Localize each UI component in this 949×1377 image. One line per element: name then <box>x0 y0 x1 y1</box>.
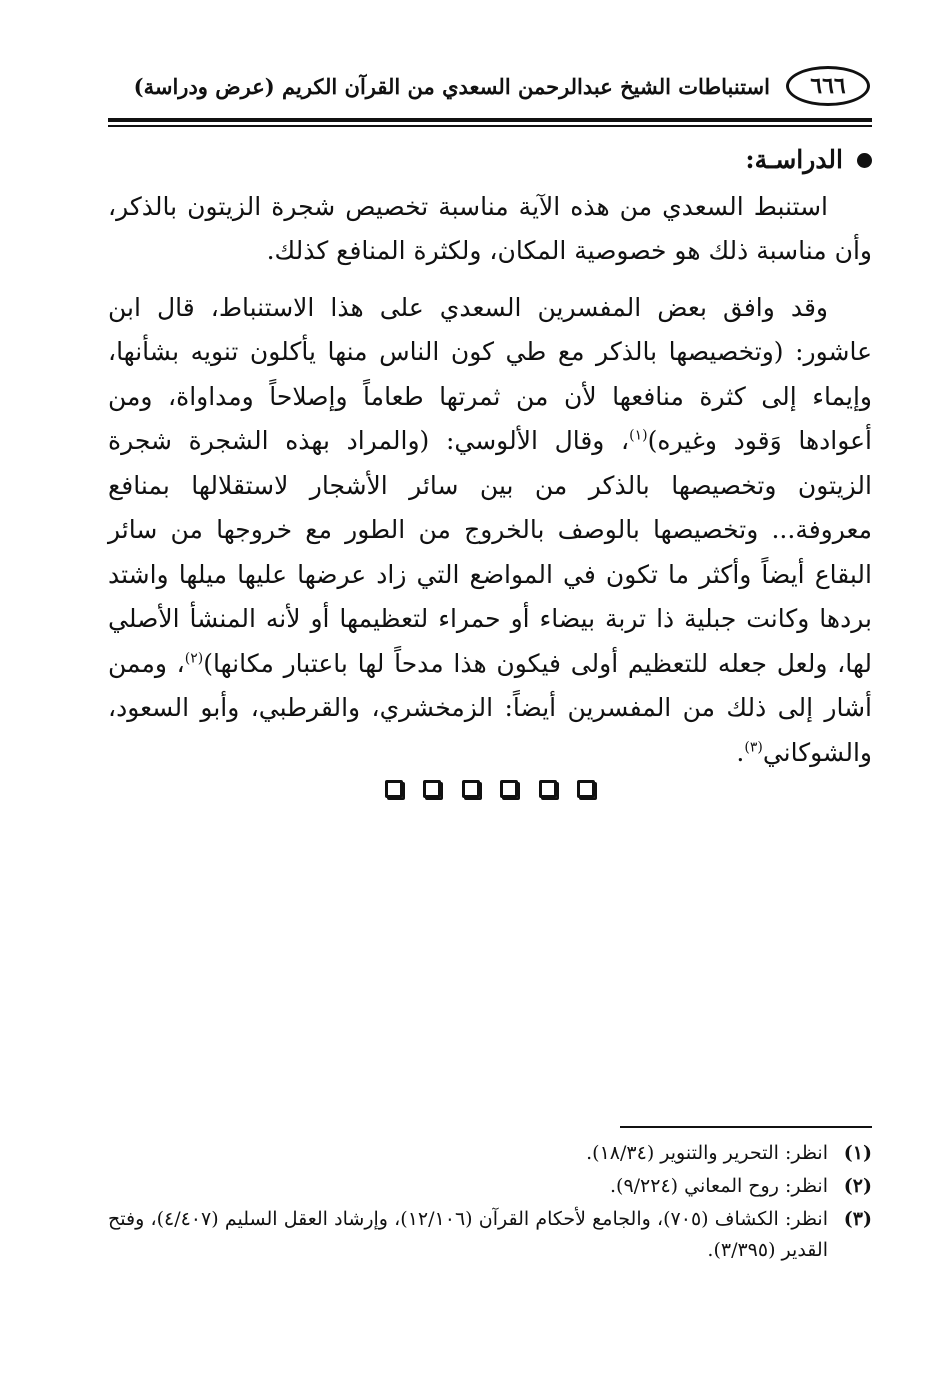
paragraph-2-part-1: وقد وافق بعض المفسرين السعدي على هذا الاستنباط، قال ابن عاشور: (وتخصيصها بالذكر مع طي كون الناس منها يأكلون تنويه بشأنها، وإيماء إلى كثرة منافعها لأن من ثمرتها طعاماً وإصلاحاً ومداواة، ومن أعوادها وَقود وغيره) <box>108 292 872 455</box>
footnote-ref-2[interactable]: (٢) <box>184 650 204 667</box>
footnote-mark: (٢) <box>843 1175 872 1197</box>
footnote-3 <box>108 1204 872 1266</box>
section-separator <box>385 780 595 804</box>
footnote-text: انظر: الكشاف (٧٠٥)، والجامع لأحكام القرآن (١٢/١٠٦)، وإرشاد العقل السليم (٤/٤٠٧)، وفتح القدير (٣/٣٩٥). <box>108 1208 828 1261</box>
separator-square-icon <box>423 780 441 798</box>
bullet-icon <box>857 153 872 168</box>
footnote-rule <box>620 1126 872 1128</box>
section-heading-text: الدراسـة: <box>745 145 843 174</box>
footnote-mark: (١) <box>843 1142 872 1164</box>
header-rule-thick <box>108 118 872 122</box>
footnote-mark: (٣) <box>843 1208 872 1230</box>
footnote-ref-1[interactable]: (١) <box>629 427 648 444</box>
paragraph-2 <box>108 286 872 776</box>
footnote-2 <box>108 1171 872 1202</box>
separator-square-icon <box>500 780 518 798</box>
separator-square-icon <box>385 780 403 798</box>
main-content <box>108 138 872 775</box>
paragraph-2-part-2: ، وقال الألوسي: (والمراد بهذه الشجرة شجرة الزيتون وتخصيصها بالذكر من بين سائر الأشجار لاستقلالها بمنافع معروفة... وتخصيصها بالوصف بالخروج من الطور مع خروجها من سائر البقاع أيضاً وأكثر ما تكون في المواضع التي زاد عرضها عليها ميلها واشتد بردها وكانت جبلية ذا تربة بيضاء أو حمراء لتعظيمها أو لأنه المنشأ الأصلي لها، ولعل جعله للتعظيم أولى فيكون هذا مدحاً لها باعتبار مكانها) <box>108 426 872 678</box>
paragraph-2-part-3: ، وممن أشار إلى ذلك من المفسرين أيضاً: الزمخشري، والقرطبي، وأبو السعود، والشوكاني <box>108 648 872 767</box>
footnote-text: انظر: التحرير والتنوير (١٨/٣٤). <box>586 1142 828 1164</box>
paragraph-1: استنبط السعدي من هذه الآية مناسبة تخصيص شجرة الزيتون بالذكر، وأن مناسبة ذلك هو خصوصية المكان، ولكثرة المنافع كذلك. <box>108 191 872 265</box>
running-title: استنباطات الشيخ عبدالرحمن السعدي من القرآن الكريم (عرض ودراسة) <box>133 74 770 99</box>
footnote-ref-3[interactable]: (٣) <box>744 739 763 756</box>
header-rule-thin <box>108 125 872 127</box>
footnote-text: انظر: روح المعاني (٩/٢٢٤). <box>609 1175 828 1197</box>
separator-square-icon <box>539 780 557 798</box>
footnotes <box>108 1136 872 1268</box>
separator-square-icon <box>462 780 480 798</box>
section-heading <box>108 138 872 183</box>
page-number: ٦٦٦ <box>786 66 870 106</box>
footnote-1 <box>108 1138 872 1169</box>
separator-square-icon <box>577 780 595 798</box>
paragraph-2-end: . <box>736 737 745 767</box>
page-header <box>80 62 870 120</box>
